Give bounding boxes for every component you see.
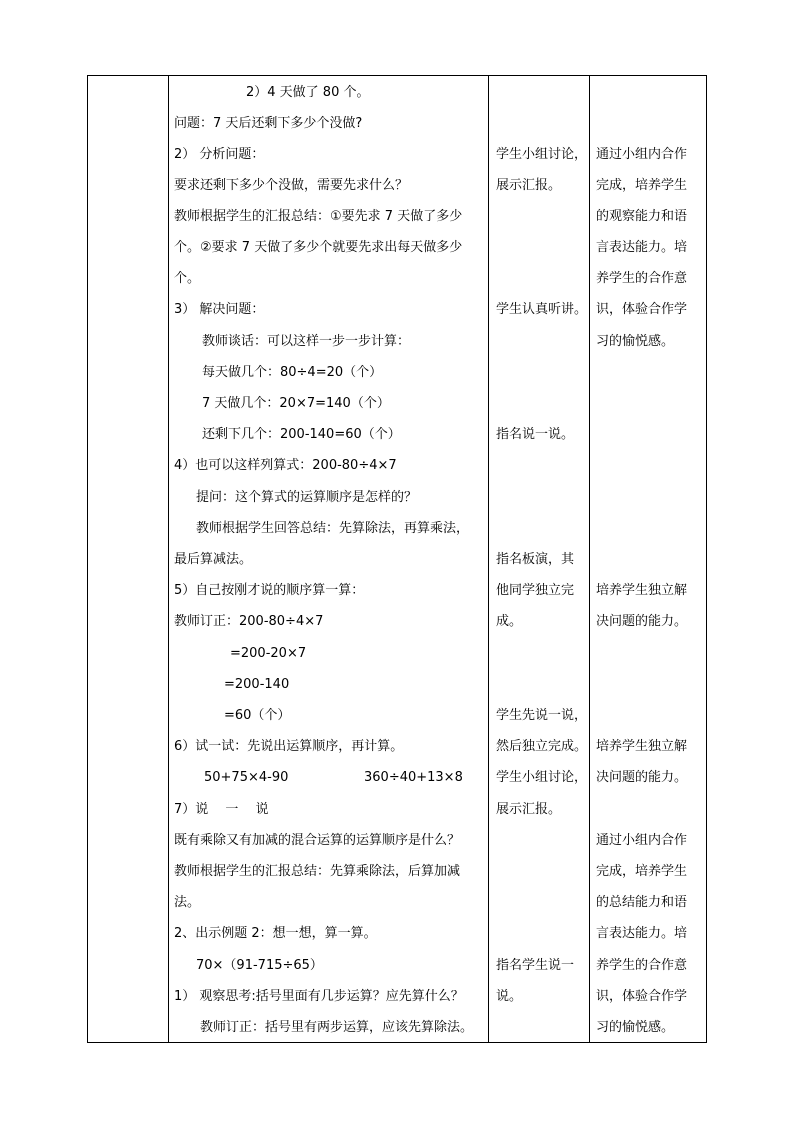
text-line: 的总结能力和语 <box>596 895 688 910</box>
text-line: 教师订正：括号里有两步运算，应该先算除法。 <box>200 1020 474 1035</box>
text-line: 教师订正：200-80÷4×7 <box>174 614 324 629</box>
text-line: 指名说一说。 <box>496 427 575 442</box>
text-line: 50+75×4-90 <box>204 770 289 785</box>
text-line: 问题：7 天后还剩下多少个没做? <box>174 116 363 131</box>
text-line: 通过小组内合作 <box>596 147 688 162</box>
text-line: 完成，培养学生 <box>596 864 688 879</box>
text-line: 3） 解决问题： <box>174 302 265 317</box>
text-line: 2、出示例题 2：想一想，算一算。 <box>174 926 377 941</box>
text-line: 法。 <box>174 895 201 910</box>
text-line: 养学生的合作意 <box>596 958 688 973</box>
text-line: 还剩下几个：200-140=60（个） <box>202 427 401 442</box>
text-line: 言表达能力。培 <box>596 926 688 941</box>
text-line: 教师根据学生的汇报总结：先算乘除法，后算加减 <box>174 864 461 879</box>
text-line: 决问题的能力。 <box>596 770 688 785</box>
text-line: 的观察能力和语 <box>596 209 688 224</box>
column-divider-2 <box>488 76 489 1042</box>
text-line: 成。 <box>496 614 523 629</box>
column-divider-1 <box>168 76 169 1042</box>
text-line: 培养学生独立解 <box>596 739 688 754</box>
text-line: =200-140 <box>224 677 290 692</box>
text-line: 展示汇报。 <box>496 802 562 817</box>
text-line: 个。②要求 7 天做了多少个就要先求出每天做多少 <box>174 240 463 255</box>
text-line: 最后算减法。 <box>174 552 253 567</box>
text-line: 习的愉悦感。 <box>596 1020 675 1035</box>
text-line: 指名板演，其 <box>496 552 575 567</box>
text-line: 培养学生独立解 <box>596 583 688 598</box>
text-line: 360÷40+13×8 <box>364 770 463 785</box>
text-line: 展示汇报。 <box>496 178 562 193</box>
text-line: 他同学独立完 <box>496 583 575 598</box>
text-line: 教师根据学生回答总结：先算除法，再算乘法， <box>196 521 470 536</box>
text-line: 通过小组内合作 <box>596 833 688 848</box>
text-line: =200-20×7 <box>230 646 307 661</box>
text-line: 每天做几个：80÷4=20（个） <box>202 365 383 380</box>
text-line: 养学生的合作意 <box>596 271 688 286</box>
column-divider-3 <box>589 76 590 1042</box>
text-line: 言表达能力。培 <box>596 240 688 255</box>
text-line: 2）4 天做了 80 个。 <box>246 85 370 100</box>
text-line: 1） 观察思考:括号里面有几步运算？应先算什么？ <box>174 989 464 1004</box>
text-line: 决问题的能力。 <box>596 614 688 629</box>
text-line: 教师根据学生的汇报总结：①要先求 7 天做了多少 <box>174 209 463 224</box>
text-line: 学生认真听讲。 <box>496 302 588 317</box>
text-line: 6）试一试：先说出运算顺序，再计算。 <box>174 739 404 754</box>
text-line: 完成，培养学生 <box>596 178 688 193</box>
text-line: 指名学生说一 <box>496 958 575 973</box>
text-line: 学生先说一说， <box>496 708 588 723</box>
text-line: 说。 <box>496 989 523 1004</box>
text-line: 7）说 一 说 <box>174 802 269 817</box>
text-line: 提问：这个算式的运算顺序是怎样的？ <box>196 490 418 505</box>
text-line: 教师谈话：可以这样一步一步计算： <box>202 334 411 349</box>
text-line: 5）自己按刚才说的顺序算一算： <box>174 583 365 598</box>
text-line: 识，体验合作学 <box>596 302 688 317</box>
text-line: 70×（91-715÷65） <box>196 958 323 973</box>
text-line: 2） 分析问题： <box>174 147 265 162</box>
text-line: =60（个） <box>224 708 291 723</box>
text-line: 学生小组讨论， <box>496 770 588 785</box>
text-line: 学生小组讨论， <box>496 147 588 162</box>
text-line: 识，体验合作学 <box>596 989 688 1004</box>
text-line: 然后独立完成。 <box>496 739 588 754</box>
text-line: 习的愉悦感。 <box>596 334 675 349</box>
text-line: 4）也可以这样列算式：200-80÷4×7 <box>174 458 397 473</box>
text-line: 要求还剩下多少个没做，需要先求什么？ <box>174 178 409 193</box>
text-line: 既有乘除又有加减的混合运算的运算顺序是什么？ <box>174 833 461 848</box>
lesson-plan-table <box>87 75 707 1043</box>
text-line: 7 天做几个：20×7=140（个） <box>202 396 390 411</box>
text-line: 个。 <box>174 271 201 286</box>
